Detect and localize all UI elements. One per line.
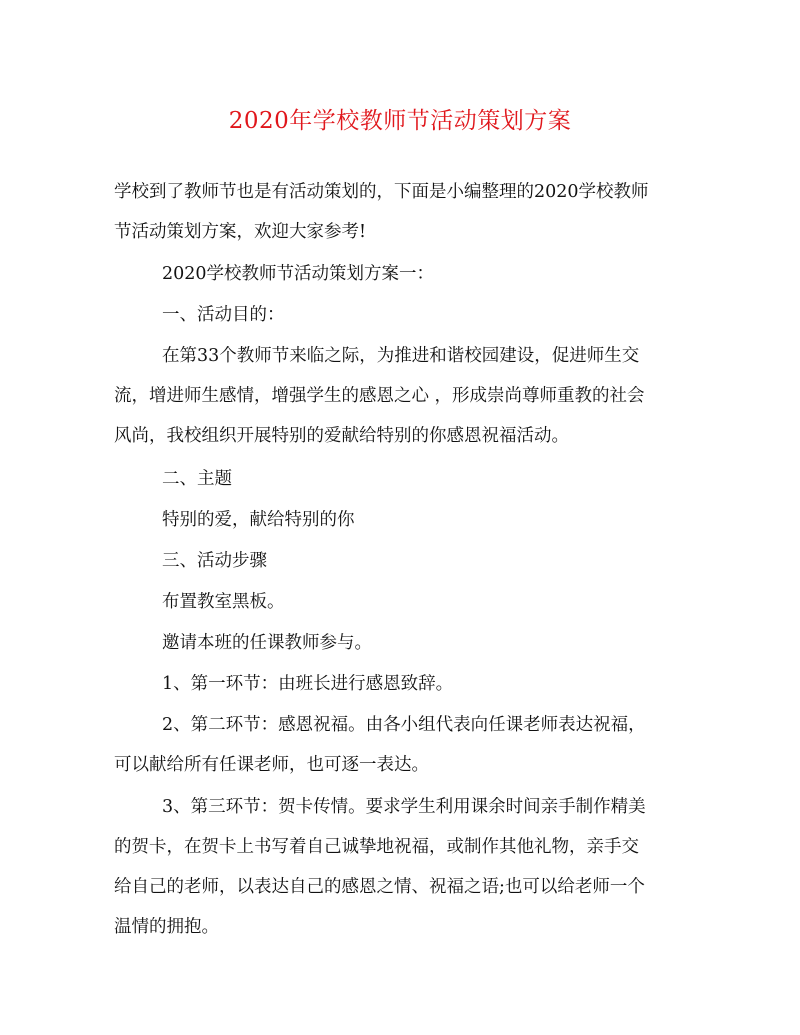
paragraph-line: 邀请本班的任课教师参与。	[162, 633, 372, 653]
section-heading-theme	[114, 459, 694, 499]
paragraph-line: 给自己的老师，以表达自己的感恩之情、祝福之语;也可以给老师一个	[114, 877, 645, 897]
paragraph-line: 二、主题	[162, 469, 232, 489]
paragraph-line: 布置教室黑板。	[162, 592, 285, 612]
paragraph-line: 三、活动步骤	[162, 551, 267, 571]
paragraph-line: 特别的爱，献给特别的你	[162, 510, 355, 530]
section-heading-steps	[114, 541, 694, 581]
paragraph-plan-heading	[114, 254, 694, 294]
paragraph-line: 风尚，我校组织开展特别的爱献给特别的你感恩祝福活动。	[114, 426, 569, 446]
paragraph-line: 在第33个教师节来临之际，为推进和谐校园建设，促进师生交	[162, 346, 640, 366]
paragraph-line: 2、第二环节：感恩祝福。由各小组代表向任课老师表达祝福，	[162, 715, 646, 735]
paragraph-line: 2020学校教师节活动策划方案一：	[162, 264, 435, 284]
section-heading-purpose	[114, 295, 694, 335]
paragraph-line: 一、活动目的：	[162, 305, 285, 325]
paragraph-line: 可以献给所有任课老师，也可逐一表达。	[114, 755, 429, 775]
paragraph-purpose	[114, 336, 694, 456]
paragraph-line: 节活动策划方案，欢迎大家参考!	[114, 222, 367, 242]
document-title: 2020年学校教师节活动策划方案	[228, 108, 572, 134]
paragraph-step-blackboard	[114, 582, 694, 622]
paragraph-step-2	[114, 705, 694, 785]
paragraph-line: 流，增进师生感情，增强学生的感恩之心 ，形成崇尚尊师重教的社会	[114, 386, 645, 406]
paragraph-line: 的贺卡，在贺卡上书写着自己诚挚地祝福，或制作其他礼物，亲手交	[114, 837, 639, 857]
paragraph-step-invite	[114, 623, 694, 663]
paragraph-step-3	[114, 787, 694, 947]
paragraph-intro	[114, 172, 694, 252]
paragraph-theme	[114, 500, 694, 540]
paragraph-line: 1、第一环节：由班长进行感恩致辞。	[162, 674, 454, 694]
paragraph-line: 3、第三环节：贺卡传情。要求学生利用课余时间亲手制作精美	[162, 797, 646, 817]
paragraph-line: 温情的拥抱。	[114, 917, 219, 937]
paragraph-line: 学校到了教师节也是有活动策划的，下面是小编整理的2020学校教师	[114, 182, 649, 202]
paragraph-step-1	[114, 664, 694, 704]
